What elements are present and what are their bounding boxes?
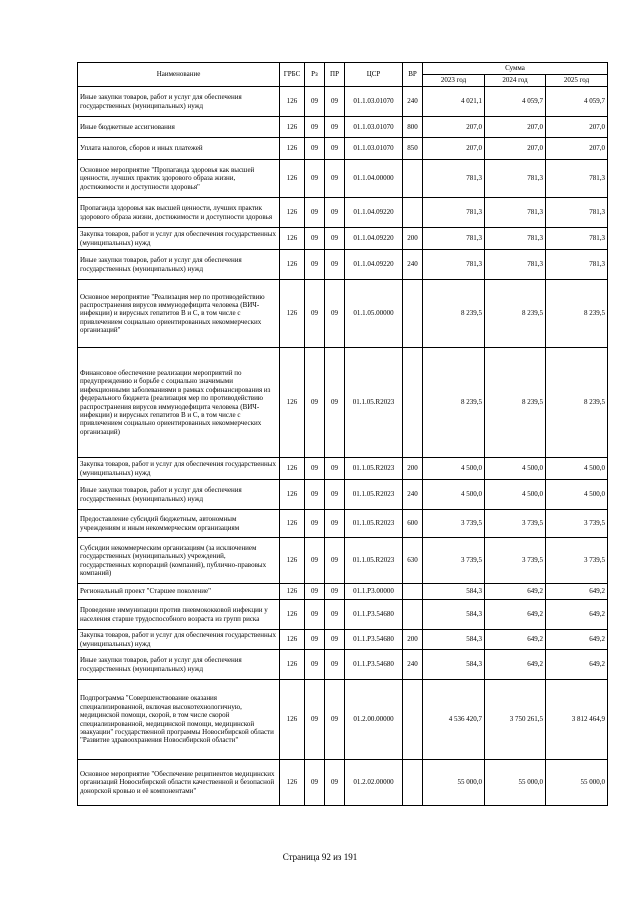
row-name: Закупка товаров, работ и услуг для обеспечения государственных (муниципальных) нужд	[78, 458, 280, 480]
row-rz: 09	[305, 760, 325, 806]
row-value-2024: 8 239,5	[485, 280, 546, 348]
row-value-2024: 3 750 261,5	[485, 680, 546, 760]
row-pr: 09	[325, 538, 345, 584]
row-vr	[403, 584, 423, 600]
row-value-2025: 781,3	[546, 160, 608, 198]
table-row	[78, 228, 608, 250]
row-rz: 09	[305, 348, 325, 458]
row-vr	[403, 198, 423, 228]
row-rz: 09	[305, 600, 325, 630]
table-row	[78, 760, 608, 806]
row-grbs: 126	[280, 228, 305, 250]
page-number: Страница 92 из 191	[282, 852, 358, 862]
row-vr: 850	[403, 138, 423, 160]
row-value-2025: 4 500,0	[546, 480, 608, 510]
row-value-2024: 4 059,7	[485, 87, 546, 117]
row-csr: 01.1.05.R2023	[345, 538, 403, 584]
row-name: Предоставление субсидий бюджетным, автономным учреждениям и иным некоммерческим организациям	[78, 510, 280, 538]
row-grbs: 126	[280, 117, 305, 138]
row-pr: 09	[325, 480, 345, 510]
row-value-2023: 8 239,5	[423, 280, 485, 348]
row-rz: 09	[305, 87, 325, 117]
row-value-2025: 8 239,5	[546, 280, 608, 348]
header-sum: Сумма	[423, 63, 608, 75]
row-value-2023: 584,3	[423, 584, 485, 600]
table-row	[78, 198, 608, 228]
row-name: Подпрограмма "Совершенствование оказания специализированной, включая высокотехнологичную, медицинской помощи, скорой, в том числе скорой специализированной, медицинской помощи, медицинской эвакуации" государственной программы Новосибирской области "Развитие здравоохранения Новосибирской области"	[78, 680, 280, 760]
row-grbs: 126	[280, 650, 305, 680]
row-pr: 09	[325, 458, 345, 480]
row-grbs: 126	[280, 87, 305, 117]
row-grbs: 126	[280, 538, 305, 584]
row-csr: 01.1.P3.54680	[345, 630, 403, 650]
row-value-2024: 649,2	[485, 630, 546, 650]
table-row	[78, 630, 608, 650]
row-vr: 240	[403, 650, 423, 680]
row-value-2025: 3 739,5	[546, 538, 608, 584]
row-rz: 09	[305, 680, 325, 760]
row-name: Закупка товаров, работ и услуг для обеспечения государственных (муниципальных) нужд	[78, 228, 280, 250]
row-grbs: 126	[280, 198, 305, 228]
row-csr: 01.1.05.00000	[345, 280, 403, 348]
budget-table	[77, 62, 608, 806]
row-grbs: 126	[280, 600, 305, 630]
row-value-2025: 4 059,7	[546, 87, 608, 117]
row-pr: 09	[325, 510, 345, 538]
row-rz: 09	[305, 250, 325, 280]
row-value-2025: 4 500,0	[546, 458, 608, 480]
row-grbs: 126	[280, 138, 305, 160]
row-value-2025: 781,3	[546, 250, 608, 280]
row-rz: 09	[305, 480, 325, 510]
row-csr: 01.1.03.01070	[345, 138, 403, 160]
row-vr: 630	[403, 538, 423, 584]
row-csr: 01.1.P3.00000	[345, 584, 403, 600]
header-vr: ВР	[403, 63, 423, 87]
row-value-2025: 649,2	[546, 584, 608, 600]
row-pr: 09	[325, 584, 345, 600]
header-pr: ПР	[325, 63, 345, 87]
header-grbs: ГРБС	[280, 63, 305, 87]
row-vr	[403, 680, 423, 760]
table-row	[78, 584, 608, 600]
row-csr: 01.1.05.R2023	[345, 458, 403, 480]
header-rz: Рз	[305, 63, 325, 87]
row-value-2024: 3 739,5	[485, 510, 546, 538]
row-name: Основное мероприятие "Пропаганда здоровья как высшей ценности, лучших практик здорового образа жизни, достижимости и доступности здоровья"	[78, 160, 280, 198]
row-value-2024: 781,3	[485, 228, 546, 250]
row-value-2025: 55 000,0	[546, 760, 608, 806]
row-vr: 800	[403, 117, 423, 138]
row-name: Основное мероприятие "Обеспечение реципиентов медицинских организаций Новосибирской области качественной и безопасной донорской кровью и её компонентами"	[78, 760, 280, 806]
row-vr: 200	[403, 228, 423, 250]
row-pr: 09	[325, 87, 345, 117]
row-pr: 09	[325, 760, 345, 806]
row-pr: 09	[325, 117, 345, 138]
row-value-2023: 584,3	[423, 630, 485, 650]
row-grbs: 126	[280, 510, 305, 538]
header-year-2025: 2025 год	[546, 75, 608, 87]
row-vr: 600	[403, 510, 423, 538]
table-row	[78, 117, 608, 138]
row-vr: 240	[403, 480, 423, 510]
row-value-2025: 3 812 464,9	[546, 680, 608, 760]
row-value-2023: 8 239,5	[423, 348, 485, 458]
row-pr: 09	[325, 680, 345, 760]
row-value-2024: 649,2	[485, 650, 546, 680]
table-row	[78, 348, 608, 458]
row-value-2025: 8 239,5	[546, 348, 608, 458]
row-vr	[403, 280, 423, 348]
row-name: Иные бюджетные ассигнования	[78, 117, 280, 138]
row-value-2023: 3 739,5	[423, 538, 485, 584]
row-vr	[403, 600, 423, 630]
row-name: Иные закупки товаров, работ и услуг для обеспечения государственных (муниципальных) нужд	[78, 87, 280, 117]
table-row	[78, 538, 608, 584]
row-csr: 01.2.02.00000	[345, 760, 403, 806]
row-value-2023: 781,3	[423, 228, 485, 250]
row-rz: 09	[305, 510, 325, 538]
row-grbs: 126	[280, 458, 305, 480]
table-row	[78, 138, 608, 160]
row-value-2024: 4 500,0	[485, 480, 546, 510]
row-rz: 09	[305, 198, 325, 228]
row-value-2023: 781,3	[423, 160, 485, 198]
row-csr: 01.1.05.R2023	[345, 348, 403, 458]
row-pr: 09	[325, 228, 345, 250]
row-value-2024: 649,2	[485, 600, 546, 630]
row-name: Субсидии некоммерческим организациям (за исключением государственных (муниципальных) учреждений, государственных корпораций (компаний), публично-правовых компаний)	[78, 538, 280, 584]
row-csr: 01.1.05.R2023	[345, 480, 403, 510]
header-name: Наименование	[78, 63, 280, 87]
row-name: Основное мероприятие "Реализация мер по противодействию распространения вирусов иммунодефицита человека (ВИЧ-инфекции) и вирусных гепатитов В и С, в том числе с привлечением социально ориентированных некоммерческих организаций"	[78, 280, 280, 348]
row-grbs: 126	[280, 680, 305, 760]
table-row	[78, 650, 608, 680]
row-csr: 01.1.04.09220	[345, 228, 403, 250]
row-grbs: 126	[280, 630, 305, 650]
row-vr: 240	[403, 250, 423, 280]
row-pr: 09	[325, 600, 345, 630]
row-value-2024: 207,0	[485, 117, 546, 138]
row-rz: 09	[305, 584, 325, 600]
row-pr: 09	[325, 138, 345, 160]
row-rz: 09	[305, 458, 325, 480]
table-row	[78, 280, 608, 348]
row-value-2025: 781,3	[546, 198, 608, 228]
row-pr: 09	[325, 650, 345, 680]
row-name: Финансовое обеспечение реализации мероприятий по предупреждению и борьбе с социально значимыми инфекционными заболеваниями в рамках софинансирования из федерального бюджета (реализация мер по противодействию распространения вирусов иммунодефицита человека (ВИЧ-инфекции) и вирусных гепатитов В и С, в том числе с привлечением социально ориентированных некоммерческих организаций)	[78, 348, 280, 458]
row-value-2025: 781,3	[546, 228, 608, 250]
row-value-2024: 3 739,5	[485, 538, 546, 584]
row-value-2025: 649,2	[546, 600, 608, 630]
row-rz: 09	[305, 117, 325, 138]
row-rz: 09	[305, 138, 325, 160]
row-vr: 200	[403, 630, 423, 650]
row-value-2023: 4 500,0	[423, 458, 485, 480]
table-row	[78, 160, 608, 198]
table-row	[78, 87, 608, 117]
table-row	[78, 680, 608, 760]
row-value-2023: 584,3	[423, 600, 485, 630]
row-vr	[403, 760, 423, 806]
row-value-2024: 781,3	[485, 250, 546, 280]
row-name: Иные закупки товаров, работ и услуг для обеспечения государственных (муниципальных) нужд	[78, 250, 280, 280]
row-value-2023: 4 536 420,7	[423, 680, 485, 760]
row-value-2025: 3 739,5	[546, 510, 608, 538]
row-grbs: 126	[280, 584, 305, 600]
header-csr: ЦСР	[345, 63, 403, 87]
row-name: Проведение иммунизации против пневмококковой инфекции у населения старше трудоспособного возраста из групп риска	[78, 600, 280, 630]
row-csr: 01.1.03.01070	[345, 87, 403, 117]
row-csr: 01.1.05.R2023	[345, 510, 403, 538]
row-grbs: 126	[280, 760, 305, 806]
row-csr: 01.2.00.00000	[345, 680, 403, 760]
row-value-2024: 55 000,0	[485, 760, 546, 806]
row-value-2025: 207,0	[546, 138, 608, 160]
row-name: Закупка товаров, работ и услуг для обеспечения государственных (муниципальных) нужд	[78, 630, 280, 650]
row-csr: 01.1.04.09220	[345, 198, 403, 228]
row-value-2025: 649,2	[546, 630, 608, 650]
row-name: Пропаганда здоровья как высшей ценности, лучших практик здорового образа жизни, достижимости и доступности здоровья	[78, 198, 280, 228]
row-value-2024: 781,3	[485, 160, 546, 198]
row-csr: 01.1.P3.54680	[345, 650, 403, 680]
row-pr: 09	[325, 630, 345, 650]
table-row	[78, 510, 608, 538]
row-rz: 09	[305, 228, 325, 250]
row-grbs: 126	[280, 160, 305, 198]
row-value-2023: 781,3	[423, 250, 485, 280]
row-value-2023: 4 021,1	[423, 87, 485, 117]
row-vr: 200	[403, 458, 423, 480]
table-row	[78, 458, 608, 480]
row-pr: 09	[325, 348, 345, 458]
row-value-2023: 4 500,0	[423, 480, 485, 510]
row-grbs: 126	[280, 348, 305, 458]
row-value-2024: 207,0	[485, 138, 546, 160]
row-pr: 09	[325, 198, 345, 228]
row-vr: 240	[403, 87, 423, 117]
row-value-2023: 584,3	[423, 650, 485, 680]
row-value-2023: 3 739,5	[423, 510, 485, 538]
row-csr: 01.1.P3.54680	[345, 600, 403, 630]
row-value-2024: 781,3	[485, 198, 546, 228]
row-rz: 09	[305, 630, 325, 650]
row-value-2023: 55 000,0	[423, 760, 485, 806]
row-rz: 09	[305, 160, 325, 198]
row-value-2024: 649,2	[485, 584, 546, 600]
row-value-2024: 8 239,5	[485, 348, 546, 458]
row-csr: 01.1.03.01070	[345, 117, 403, 138]
row-vr	[403, 160, 423, 198]
row-value-2024: 4 500,0	[485, 458, 546, 480]
row-name: Иные закупки товаров, работ и услуг для обеспечения государственных (муниципальных) нужд	[78, 650, 280, 680]
table-body	[78, 87, 608, 806]
header-year-2023: 2023 год	[423, 75, 485, 87]
row-rz: 09	[305, 538, 325, 584]
row-grbs: 126	[280, 280, 305, 348]
row-pr: 09	[325, 160, 345, 198]
row-value-2025: 207,0	[546, 117, 608, 138]
table-row	[78, 480, 608, 510]
row-pr: 09	[325, 250, 345, 280]
header-year-2024: 2024 год	[485, 75, 546, 87]
row-name: Региональный проект "Старшее поколение"	[78, 584, 280, 600]
row-value-2023: 781,3	[423, 198, 485, 228]
row-value-2023: 207,0	[423, 138, 485, 160]
row-grbs: 126	[280, 250, 305, 280]
row-value-2025: 649,2	[546, 650, 608, 680]
row-value-2023: 207,0	[423, 117, 485, 138]
row-rz: 09	[305, 280, 325, 348]
row-pr: 09	[325, 280, 345, 348]
table-row	[78, 600, 608, 630]
row-rz: 09	[305, 650, 325, 680]
row-name: Иные закупки товаров, работ и услуг для обеспечения государственных (муниципальных) нужд	[78, 480, 280, 510]
row-csr: 01.1.04.00000	[345, 160, 403, 198]
row-csr: 01.1.04.09220	[345, 250, 403, 280]
row-name: Уплата налогов, сборов и иных платежей	[78, 138, 280, 160]
table-row	[78, 250, 608, 280]
row-grbs: 126	[280, 480, 305, 510]
row-vr	[403, 348, 423, 458]
